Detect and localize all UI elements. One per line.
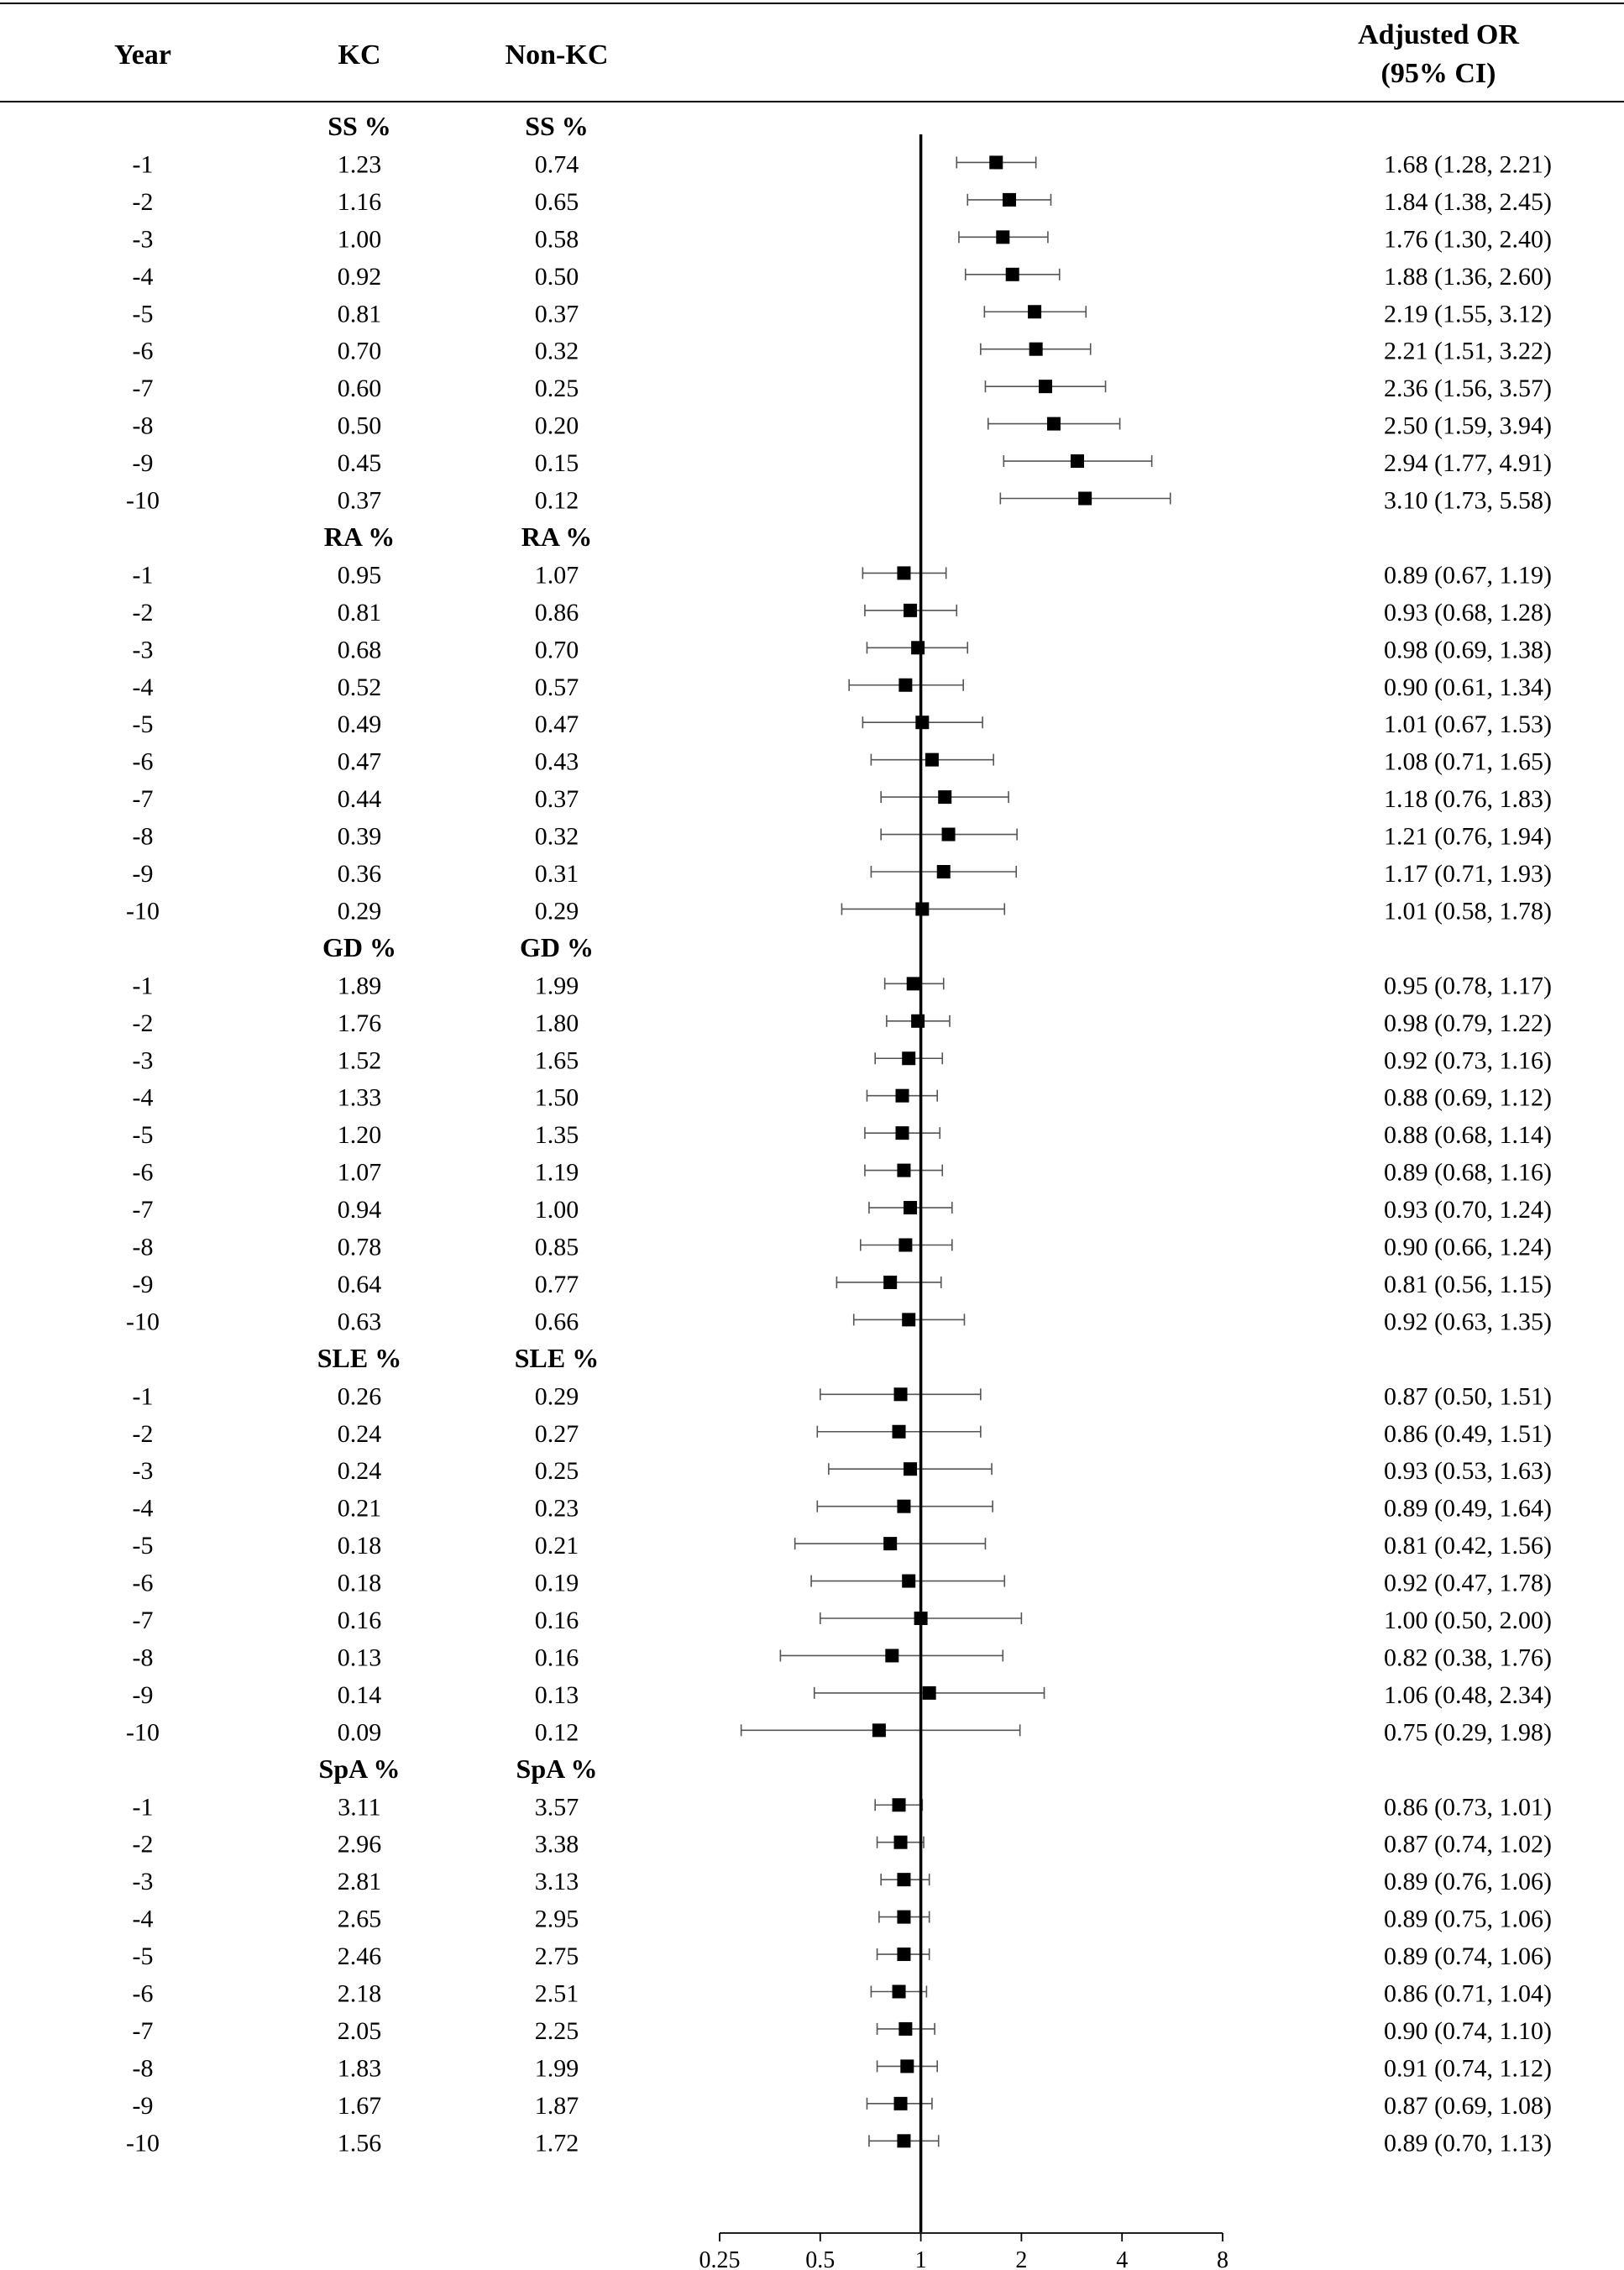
row-adjusted-or-ci: 0.93 (0.70, 1.24)	[1384, 1196, 1552, 1224]
row-year: -5	[132, 300, 154, 328]
row-nonkc-percent: 0.37	[534, 785, 579, 814]
header-or-line2: (95% CI)	[1380, 58, 1496, 89]
row-adjusted-or-ci: 0.89 (0.67, 1.19)	[1384, 561, 1552, 590]
row-nonkc-percent: 0.20	[534, 412, 579, 440]
row-year: -7	[132, 785, 154, 814]
row-year: -2	[132, 1419, 154, 1448]
row-kc-percent: 0.09	[337, 1718, 382, 1747]
row-nonkc-percent: 0.58	[534, 225, 579, 254]
row-kc-percent: 0.64	[337, 1270, 382, 1298]
x-axis-tick-label: 8	[1217, 2247, 1228, 2270]
row-nonkc-percent: 0.21	[534, 1532, 579, 1560]
row-adjusted-or-ci: 0.90 (0.66, 1.24)	[1384, 1233, 1552, 1261]
row-adjusted-or-ci: 1.76 (1.30, 2.40)	[1384, 225, 1552, 254]
row-year: -5	[132, 1532, 154, 1560]
row-nonkc-percent: 0.74	[534, 150, 579, 179]
row-adjusted-or-ci: 0.92 (0.63, 1.35)	[1384, 1308, 1552, 1336]
row-year: -7	[132, 2016, 154, 2045]
row-kc-percent: 0.21	[337, 1494, 382, 1523]
row-adjusted-or-ci: 0.93 (0.68, 1.28)	[1384, 598, 1552, 626]
row-adjusted-or-ci: 0.81 (0.56, 1.15)	[1384, 1270, 1552, 1298]
row-kc-percent: 0.16	[337, 1607, 382, 1634]
row-year: -1	[132, 561, 154, 590]
or-point	[872, 1723, 886, 1737]
row-adjusted-or-ci: 0.90 (0.74, 1.10)	[1384, 2016, 1552, 2045]
row-adjusted-or-ci: 0.89 (0.49, 1.64)	[1384, 1494, 1552, 1523]
or-point	[894, 1387, 908, 1401]
row-nonkc-percent: 1.35	[534, 1121, 579, 1150]
or-point	[1078, 492, 1092, 506]
row-year: -10	[126, 2129, 160, 2157]
row-kc-percent: 0.24	[337, 1419, 382, 1448]
row-nonkc-percent: 3.13	[534, 1868, 579, 1896]
or-point	[996, 230, 1009, 244]
or-point	[904, 1201, 917, 1214]
row-kc-percent: 1.07	[337, 1158, 382, 1187]
row-adjusted-or-ci: 0.89 (0.74, 1.06)	[1384, 1942, 1552, 1971]
row-adjusted-or-ci: 0.89 (0.75, 1.06)	[1384, 1905, 1552, 1933]
row-kc-percent: 0.37	[337, 486, 382, 515]
or-point	[1039, 380, 1052, 393]
or-point	[902, 1575, 915, 1588]
row-nonkc-percent: 2.25	[534, 2016, 579, 2045]
row-nonkc-percent: 3.38	[534, 1830, 579, 1858]
row-year: -9	[132, 2091, 154, 2120]
row-year: -10	[126, 1718, 160, 1747]
row-nonkc-percent: 0.85	[534, 1233, 579, 1261]
row-adjusted-or-ci: 1.21 (0.76, 1.94)	[1384, 822, 1552, 851]
row-kc-percent: 0.81	[337, 300, 382, 328]
or-point	[883, 1537, 897, 1550]
row-year: -6	[132, 1158, 154, 1187]
row-adjusted-or-ci: 0.89 (0.76, 1.06)	[1384, 1868, 1552, 1896]
row-adjusted-or-ci: 0.88 (0.69, 1.12)	[1384, 1083, 1552, 1112]
group-label-nonkc: SLE %	[514, 1342, 600, 1373]
row-adjusted-or-ci: 0.87 (0.50, 1.51)	[1384, 1382, 1552, 1411]
row-kc-percent: 1.76	[337, 1009, 382, 1037]
row-kc-percent: 0.36	[337, 860, 382, 888]
row-adjusted-or-ci: 0.92 (0.73, 1.16)	[1384, 1046, 1552, 1075]
row-year: -10	[126, 1308, 160, 1336]
row-kc-percent: 0.52	[337, 673, 382, 701]
row-adjusted-or-ci: 1.06 (0.48, 2.34)	[1384, 1680, 1552, 1709]
row-kc-percent: 0.60	[337, 375, 382, 403]
or-point	[937, 865, 951, 878]
row-nonkc-percent: 2.51	[534, 1979, 579, 2008]
or-point	[898, 2022, 912, 2036]
group-label-nonkc: GD %	[520, 931, 594, 962]
row-nonkc-percent: 1.19	[534, 1158, 579, 1187]
or-point	[897, 1500, 910, 1513]
row-adjusted-or-ci: 1.08 (0.71, 1.65)	[1384, 747, 1552, 776]
or-point	[896, 1089, 909, 1103]
row-nonkc-percent: 0.25	[534, 375, 579, 403]
row-nonkc-percent: 0.50	[534, 262, 579, 291]
row-adjusted-or-ci: 0.89 (0.70, 1.13)	[1384, 2129, 1552, 2157]
row-kc-percent: 1.67	[337, 2091, 382, 2120]
row-adjusted-or-ci: 0.75 (0.29, 1.98)	[1384, 1718, 1552, 1747]
or-point	[893, 1798, 906, 1811]
group-label-kc: SLE %	[317, 1342, 402, 1373]
row-nonkc-percent: 0.47	[534, 710, 579, 739]
group-label-nonkc: SS %	[525, 111, 589, 141]
row-year: -4	[132, 262, 154, 291]
row-adjusted-or-ci: 1.18 (0.76, 1.83)	[1384, 785, 1552, 814]
row-kc-percent: 1.56	[337, 2129, 382, 2157]
row-kc-percent: 3.11	[338, 1793, 381, 1822]
row-adjusted-or-ci: 0.91 (0.74, 1.12)	[1384, 2054, 1552, 2083]
row-kc-percent: 2.46	[337, 1942, 382, 1971]
row-adjusted-or-ci: 0.89 (0.68, 1.16)	[1384, 1158, 1552, 1187]
row-year: -2	[132, 1830, 154, 1858]
row-kc-percent: 1.89	[337, 972, 382, 1000]
row-kc-percent: 2.81	[337, 1868, 382, 1896]
group-label-kc: SpA %	[318, 1753, 401, 1784]
row-kc-percent: 0.94	[337, 1196, 382, 1224]
row-adjusted-or-ci: 0.95 (0.78, 1.17)	[1384, 972, 1552, 1000]
row-kc-percent: 0.18	[337, 1569, 382, 1597]
row-adjusted-or-ci: 1.00 (0.50, 2.00)	[1384, 1607, 1552, 1634]
or-point	[898, 679, 912, 692]
row-year: -3	[132, 1046, 154, 1075]
row-adjusted-or-ci: 0.98 (0.79, 1.22)	[1384, 1009, 1552, 1037]
row-kc-percent: 2.18	[337, 1979, 382, 2008]
group-label-kc: GD %	[322, 931, 396, 962]
row-kc-percent: 1.00	[337, 225, 382, 254]
header-kc: KC	[338, 39, 381, 71]
row-nonkc-percent: 1.80	[534, 1009, 579, 1037]
row-kc-percent: 1.16	[337, 187, 382, 216]
x-axis-tick-label: 4	[1116, 2247, 1129, 2270]
row-adjusted-or-ci: 0.88 (0.68, 1.14)	[1384, 1121, 1552, 1150]
row-adjusted-or-ci: 1.68 (1.28, 2.21)	[1384, 150, 1552, 179]
row-kc-percent: 0.44	[337, 785, 382, 814]
row-adjusted-or-ci: 0.92 (0.47, 1.78)	[1384, 1569, 1552, 1597]
or-point	[897, 2134, 910, 2147]
row-adjusted-or-ci: 0.81 (0.42, 1.56)	[1384, 1532, 1552, 1560]
or-point	[897, 1873, 910, 1886]
row-kc-percent: 0.92	[337, 262, 382, 291]
or-point	[1028, 305, 1041, 318]
row-nonkc-percent: 1.72	[534, 2129, 579, 2157]
row-kc-percent: 2.96	[337, 1830, 382, 1858]
row-year: -2	[132, 187, 154, 216]
or-point	[893, 1985, 906, 1999]
row-adjusted-or-ci: 0.86 (0.49, 1.51)	[1384, 1419, 1552, 1448]
row-year: -4	[132, 1083, 154, 1112]
or-point	[894, 2097, 908, 2110]
row-year: -10	[126, 486, 160, 515]
row-year: -8	[132, 2054, 154, 2083]
or-point	[896, 1126, 909, 1140]
row-nonkc-percent: 0.19	[534, 1569, 579, 1597]
row-year: -5	[132, 710, 154, 739]
row-year: -7	[132, 1607, 154, 1634]
header-or-line1: Adjusted OR	[1358, 19, 1519, 50]
row-adjusted-or-ci: 0.90 (0.61, 1.34)	[1384, 673, 1552, 701]
or-point	[885, 1649, 898, 1662]
row-year: -7	[132, 375, 154, 403]
or-point	[897, 1911, 910, 1924]
or-point	[938, 790, 951, 804]
row-year: -1	[132, 1793, 154, 1822]
row-kc-percent: 0.26	[337, 1382, 382, 1411]
row-nonkc-percent: 0.32	[534, 822, 579, 851]
row-nonkc-percent: 0.65	[534, 187, 579, 216]
row-year: -9	[132, 1680, 154, 1709]
row-adjusted-or-ci: 1.88 (1.36, 2.60)	[1384, 262, 1552, 291]
row-year: -3	[132, 225, 154, 254]
row-year: -2	[132, 598, 154, 626]
row-adjusted-or-ci: 1.01 (0.58, 1.78)	[1384, 897, 1552, 925]
row-adjusted-or-ci: 1.17 (0.71, 1.93)	[1384, 860, 1552, 888]
row-nonkc-percent: 0.31	[534, 860, 579, 888]
row-adjusted-or-ci: 1.84 (1.38, 2.45)	[1384, 187, 1552, 216]
or-point	[904, 1462, 917, 1476]
row-adjusted-or-ci: 0.86 (0.73, 1.01)	[1384, 1793, 1552, 1822]
row-nonkc-percent: 0.25	[534, 1457, 579, 1486]
x-axis-tick-label: 1	[914, 2247, 927, 2270]
row-year: -6	[132, 747, 154, 776]
or-point	[942, 828, 956, 841]
row-adjusted-or-ci: 2.19 (1.55, 3.12)	[1384, 300, 1552, 328]
row-year: -5	[132, 1942, 154, 1971]
row-adjusted-or-ci: 0.87 (0.74, 1.02)	[1384, 1830, 1552, 1858]
row-year: -1	[132, 1382, 154, 1411]
row-year: -9	[132, 1270, 154, 1298]
group-label-nonkc: SpA %	[516, 1753, 598, 1784]
row-kc-percent: 0.47	[337, 747, 382, 776]
row-kc-percent: 0.14	[337, 1680, 382, 1709]
or-point	[907, 977, 920, 990]
row-kc-percent: 0.49	[337, 710, 382, 739]
row-adjusted-or-ci: 0.87 (0.69, 1.08)	[1384, 2091, 1552, 2120]
row-kc-percent: 1.52	[337, 1046, 382, 1075]
row-nonkc-percent: 1.00	[534, 1196, 579, 1224]
row-nonkc-percent: 2.75	[534, 1942, 579, 1971]
row-kc-percent: 0.18	[337, 1532, 382, 1560]
row-kc-percent: 0.70	[337, 337, 382, 365]
or-point	[904, 604, 917, 617]
row-year: -10	[126, 897, 160, 925]
row-nonkc-percent: 1.07	[534, 561, 579, 590]
row-year: -4	[132, 1494, 154, 1523]
row-year: -9	[132, 449, 154, 478]
row-year: -7	[132, 1196, 154, 1224]
or-point	[1071, 454, 1084, 468]
or-point	[1003, 193, 1016, 207]
row-kc-percent: 0.24	[337, 1457, 382, 1486]
row-nonkc-percent: 0.86	[534, 598, 579, 626]
row-adjusted-or-ci: 2.21 (1.51, 3.22)	[1384, 337, 1552, 365]
row-adjusted-or-ci: 0.86 (0.71, 1.04)	[1384, 1979, 1552, 2008]
row-kc-percent: 0.29	[337, 897, 382, 925]
row-year: -9	[132, 860, 154, 888]
row-kc-percent: 0.63	[337, 1308, 382, 1336]
or-point	[902, 1313, 915, 1326]
row-year: -6	[132, 1979, 154, 2008]
or-point	[900, 2059, 914, 2073]
or-point	[897, 566, 910, 579]
row-year: -8	[132, 1644, 154, 1672]
row-adjusted-or-ci: 0.82 (0.38, 1.76)	[1384, 1644, 1552, 1672]
or-point	[925, 753, 939, 767]
row-kc-percent: 0.50	[337, 412, 382, 440]
row-nonkc-percent: 0.16	[534, 1644, 579, 1672]
row-nonkc-percent: 0.29	[534, 897, 579, 925]
row-year: -3	[132, 1868, 154, 1896]
row-nonkc-percent: 0.32	[534, 337, 579, 365]
or-point	[897, 1948, 910, 1961]
row-year: -1	[132, 150, 154, 179]
or-point	[1006, 268, 1019, 281]
row-nonkc-percent: 0.23	[534, 1494, 579, 1523]
row-nonkc-percent: 0.66	[534, 1308, 579, 1336]
row-kc-percent: 0.39	[337, 822, 382, 851]
row-kc-percent: 1.33	[337, 1083, 382, 1112]
group-label-kc: RA %	[323, 521, 396, 552]
row-year: -6	[132, 337, 154, 365]
row-nonkc-percent: 3.57	[534, 1793, 579, 1822]
row-nonkc-percent: 0.15	[534, 449, 579, 478]
row-year: -1	[132, 972, 154, 1000]
row-year: -6	[132, 1569, 154, 1597]
row-year: -5	[132, 1121, 154, 1150]
group-label-kc: SS %	[327, 111, 391, 141]
row-adjusted-or-ci: 0.98 (0.69, 1.38)	[1384, 636, 1552, 664]
or-point	[989, 155, 1003, 169]
row-nonkc-percent: 0.57	[534, 673, 579, 701]
row-year: -2	[132, 1009, 154, 1037]
row-nonkc-percent: 1.65	[534, 1046, 579, 1075]
or-point	[883, 1276, 897, 1289]
row-nonkc-percent: 0.12	[534, 486, 579, 515]
row-adjusted-or-ci: 1.01 (0.67, 1.53)	[1384, 710, 1552, 739]
row-year: -4	[132, 1905, 154, 1933]
row-adjusted-or-ci: 2.36 (1.56, 3.57)	[1384, 375, 1552, 403]
row-nonkc-percent: 2.95	[534, 1905, 579, 1933]
x-axis-tick-label: 2	[1015, 2247, 1028, 2270]
or-point	[898, 1239, 912, 1252]
row-nonkc-percent: 0.37	[534, 300, 579, 328]
row-nonkc-percent: 0.77	[534, 1270, 579, 1298]
row-nonkc-percent: 0.12	[534, 1718, 579, 1747]
row-adjusted-or-ci: 2.50 (1.59, 3.94)	[1384, 412, 1552, 440]
or-point	[894, 1836, 908, 1849]
or-point	[897, 1164, 910, 1177]
row-nonkc-percent: 1.87	[534, 2091, 579, 2120]
row-nonkc-percent: 0.43	[534, 747, 579, 776]
or-point	[893, 1425, 906, 1439]
row-adjusted-or-ci: 3.10 (1.73, 5.58)	[1384, 486, 1552, 515]
row-nonkc-percent: 1.99	[534, 2054, 579, 2083]
row-kc-percent: 0.68	[337, 636, 382, 664]
row-kc-percent: 0.81	[337, 598, 382, 626]
row-year: -8	[132, 822, 154, 851]
row-nonkc-percent: 0.13	[534, 1680, 579, 1709]
row-kc-percent: 2.65	[337, 1905, 382, 1933]
row-kc-percent: 0.95	[337, 561, 382, 590]
row-kc-percent: 2.05	[337, 2016, 382, 2045]
table-body	[126, 111, 1552, 2270]
or-point	[1047, 417, 1061, 431]
header-year: Year	[114, 39, 171, 71]
row-adjusted-or-ci: 0.93 (0.53, 1.63)	[1384, 1457, 1552, 1486]
row-year: -8	[132, 1233, 154, 1261]
row-kc-percent: 0.13	[337, 1644, 382, 1672]
row-kc-percent: 1.23	[337, 150, 382, 179]
or-point	[911, 1014, 925, 1028]
or-point	[911, 641, 925, 654]
row-year: -8	[132, 412, 154, 440]
or-point	[923, 1686, 936, 1700]
row-nonkc-percent: 1.99	[534, 972, 579, 1000]
row-nonkc-percent: 0.16	[534, 1607, 579, 1634]
row-adjusted-or-ci: 2.94 (1.77, 4.91)	[1384, 449, 1552, 478]
row-year: -3	[132, 1457, 154, 1486]
row-nonkc-percent: 0.70	[534, 636, 579, 664]
row-nonkc-percent: 0.27	[534, 1419, 579, 1448]
group-label-nonkc: RA %	[521, 521, 593, 552]
row-kc-percent: 0.45	[337, 449, 382, 478]
row-nonkc-percent: 0.29	[534, 1382, 579, 1411]
x-axis-tick-label: 0.25	[699, 2247, 741, 2270]
row-kc-percent: 0.78	[337, 1233, 382, 1261]
x-axis-tick-label: 0.5	[805, 2247, 836, 2270]
row-kc-percent: 1.83	[337, 2054, 382, 2083]
row-nonkc-percent: 1.50	[534, 1083, 579, 1112]
or-point	[1029, 343, 1043, 356]
row-year: -3	[132, 636, 154, 664]
row-year: -4	[132, 673, 154, 701]
header-nonkc: Non-KC	[505, 39, 609, 71]
row-kc-percent: 1.20	[337, 1121, 382, 1150]
or-point	[902, 1051, 915, 1065]
